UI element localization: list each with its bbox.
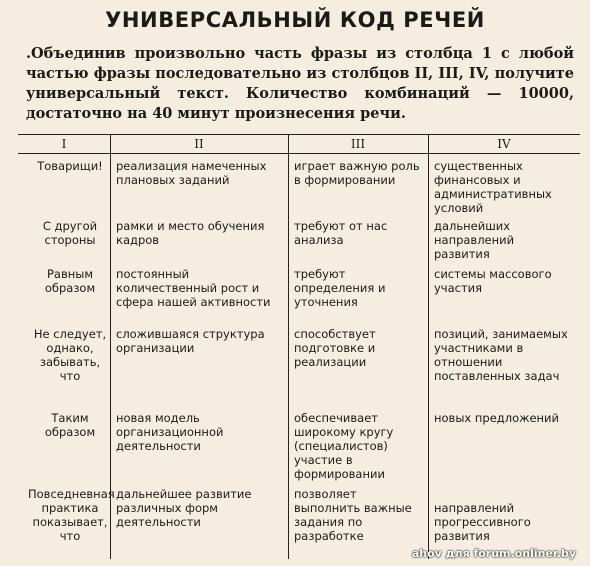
table-cell-r6-c1: Повседневная практика показывает, что [28, 487, 115, 543]
table-cell-r3-c2: постоянный количественный рост и сфера нашей активности [116, 267, 271, 309]
table-cell-r6-c2: дальнейшее развитие различных форм деятельности [116, 487, 252, 529]
table-cell-r5-c2: новая модель организационной деятельности [116, 411, 224, 453]
table-cell-r4-c1: Не следует, однако, забывать, что [33, 327, 107, 383]
header-divider [18, 153, 580, 154]
table-cell-r1-c1: Товарищи! [37, 159, 103, 173]
table-cell-r1-c4: существенных финансовых и административных условий [434, 159, 552, 215]
table-cell-r6-c3: позволяет выполнить важные задания по разработке [294, 487, 412, 543]
table-cell-r1-c3: играет важную роль в формировании [294, 159, 420, 187]
table-cell-r5-c4: новых предложений [434, 411, 560, 425]
table-cell-r2-c2: рамки и место обучения кадров [116, 219, 265, 247]
table-cell-r2-c3: требуют от нас анализа [294, 219, 388, 247]
page-title: УНИВЕРСАЛЬНЫЙ КОД РЕЧЕЙ [105, 8, 485, 32]
table-cell-r4-c4: позиций, занимаемых участниками в отношении поставленных задач [434, 327, 568, 383]
column-header-1: I [61, 137, 67, 151]
table-cell-r5-c3: обеспечивает широкому кругу (специалистов) участие в формировании [294, 411, 394, 481]
table-cell-r3-c4: системы массового участия [434, 267, 552, 295]
column-header-3: III [350, 137, 366, 151]
table-cell-r3-c3: требуют определения и уточнения [294, 267, 386, 309]
watermark: ahov для forum.onliner.by [411, 547, 576, 560]
table-cell-r3-c1: Равным образом [44, 267, 96, 295]
column-header-4: IV [497, 137, 511, 151]
table-cell-r1-c2: реализация намеченных плановых заданий [116, 159, 267, 187]
table-cell-r2-c4: дальнейших направлений развития [434, 219, 515, 261]
table-cell-r2-c1: С другой стороны [42, 219, 98, 247]
column-divider [428, 135, 429, 559]
column-divider [288, 135, 289, 559]
table-cell-r6-c4: направлений прогрессивного развития [434, 501, 531, 543]
table-cell-r4-c3: способствует подготовке и реализации [294, 327, 376, 369]
intro-paragraph: .Объединив произвольно часть фразы из столбца 1 с любой частью фразы последовательно из столбцов II, III, IV, получите универсальный текст. Количество комбинаций — 10000, достаточно на 40 минут произнесения речи. [26, 45, 574, 122]
table-cell-r4-c2: сложившаяся структура организации [116, 327, 265, 355]
column-header-2: II [194, 137, 204, 151]
phrase-table [18, 134, 580, 559]
table-cell-r5-c1: Таким образом [44, 411, 96, 439]
